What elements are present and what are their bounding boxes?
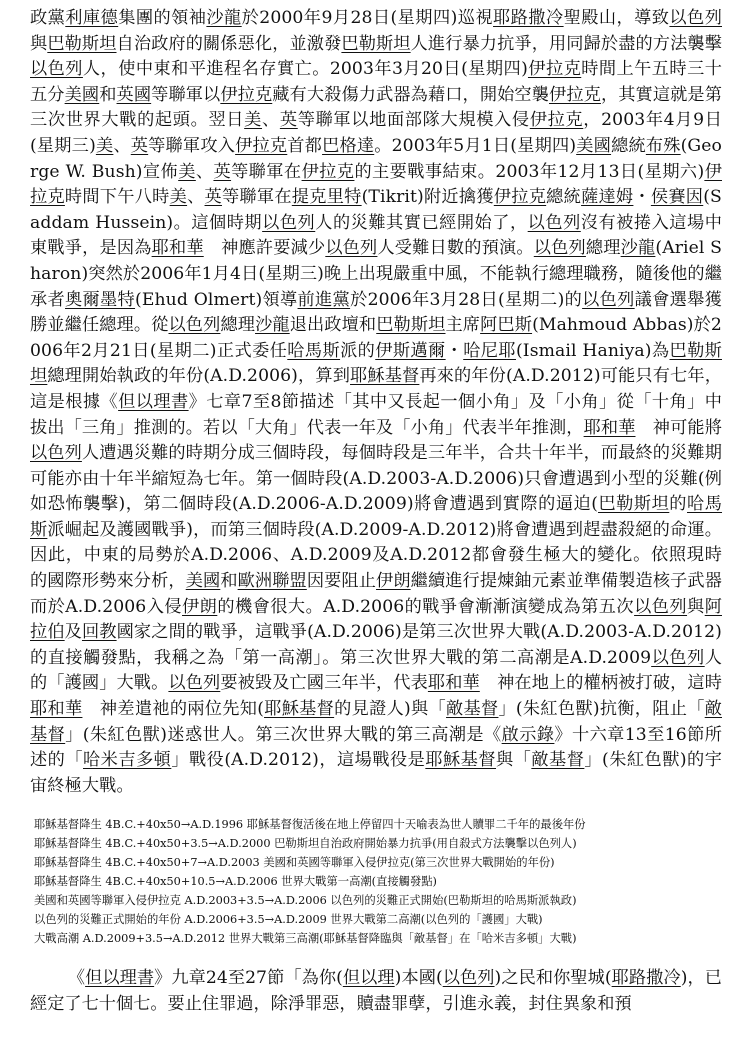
proper-noun-underlined: 伊斯邁爾 xyxy=(375,340,446,361)
text-segment: 等聯軍攻入 xyxy=(148,135,236,156)
text-segment: 總理 xyxy=(585,238,621,259)
proper-noun-underlined: 美國 xyxy=(185,571,221,592)
text-segment: 、 xyxy=(113,135,131,156)
proper-noun-underlined: 美國 xyxy=(64,84,100,105)
proper-noun-underlined: 前進黨 xyxy=(297,289,351,310)
text-segment: (George W. Bush)宣佈 xyxy=(30,135,722,182)
proper-noun-underlined: 耶路撒冷 xyxy=(611,968,681,989)
proper-noun-underlined: 提克里特 xyxy=(291,187,362,208)
proper-noun-underlined: 以色列 xyxy=(325,238,378,259)
text-segment: 國家之間的戰爭，這戰爭(A.D.2006)是第三次世界大戰(A.D.2003-A.D.2012)的直接觸發點，我稱之為「第一高潮」。第三次世界大戰的第二高潮是A.D.2009 xyxy=(30,622,722,668)
text-segment: 等聯軍以地面部隊大規模入侵 xyxy=(297,110,530,131)
text-segment: 等聯軍在 xyxy=(221,187,292,208)
proper-noun-underlined: 沙龍 xyxy=(206,8,242,28)
proper-noun-underlined: 美國 xyxy=(576,135,612,156)
proper-noun-underlined: 耶穌基督 xyxy=(264,699,335,720)
text-segment: 時間上午五時三十五分 xyxy=(30,59,722,105)
proper-noun-underlined: 歐洲聯盟 xyxy=(237,571,307,592)
text-segment: 和 xyxy=(220,571,238,592)
proper-noun-underlined: 伊拉克 xyxy=(30,161,722,208)
text-segment: 藏有大殺傷力武器為藉口，開始空襲 xyxy=(272,84,550,105)
main-paragraph xyxy=(30,6,722,799)
proper-noun-underlined: 英 xyxy=(130,135,149,156)
proper-noun-underlined: 以色列 xyxy=(30,59,83,80)
proper-noun-underlined: 敵基督 xyxy=(531,750,585,771)
proper-noun-underlined: 英國 xyxy=(116,84,152,105)
text-segment: 神應許要減少 xyxy=(203,238,326,259)
proper-noun-underlined: 美 xyxy=(244,110,263,131)
text-segment: 等聯軍在 xyxy=(231,161,302,182)
proper-noun-underlined: 敵基督 xyxy=(446,699,499,720)
proper-noun-underlined: 巴勒斯坦 xyxy=(598,494,670,515)
proper-noun-underlined: 耶穌基督 xyxy=(425,750,497,771)
text-segment: 總統 xyxy=(611,135,646,156)
text-segment: 神可能將 xyxy=(635,417,722,438)
text-segment: ・ xyxy=(633,187,651,208)
text-segment: (Saddam Hussein)。這個時期 xyxy=(30,187,722,233)
text-segment: 等聯軍以 xyxy=(151,84,221,105)
proper-noun-underlined: 以色列 xyxy=(168,315,221,336)
timeline-entry: 耶穌基督降生 4B.C.+40x50+10.5→A.D.2006 世界大戰第一高潮(直接觸發點) xyxy=(34,875,437,889)
proper-noun-underlined: 美 xyxy=(178,161,196,182)
proper-noun-underlined: 美 xyxy=(169,187,188,208)
timeline-entry: 大戰高潮 A.D.2009+3.5→A.D.2012 世界大戰第三高潮(耶穌基督降臨與「敵基督」在「哈米吉多頓」大戰) xyxy=(34,932,577,946)
text-segment: 因要阻止 xyxy=(306,571,377,592)
proper-noun-underlined: 以色列 xyxy=(533,238,586,259)
proper-noun-underlined: 利庫德 xyxy=(65,8,119,28)
proper-noun-underlined: 巴格達 xyxy=(322,135,375,156)
text-segment: ，其實這就是第三次世界大戰的起頭。翌日 xyxy=(30,84,723,131)
proper-noun-underlined: 耶和華 xyxy=(427,673,480,694)
text-segment: ・ xyxy=(445,340,464,361)
proper-noun-underlined: 以色列 xyxy=(651,647,705,668)
text-segment: 《 xyxy=(67,968,86,989)
proper-noun-underlined: 以色列 xyxy=(634,596,688,617)
proper-noun-underlined: 伊拉克 xyxy=(527,59,582,80)
text-segment: 派崛起及護國戰爭)，而第三個時段(A.D.2009-A.D.2012)將會遭遇到趕盡殺絕的命運。因此，中東的局勢於A.D.2006、A.D.2009及A.D.2012都會發生極大的變化。依照現時的國際形勢來分析， xyxy=(30,519,722,592)
proper-noun-underlined: 耶和華 xyxy=(151,238,204,259)
proper-noun-underlined: 耶和華 xyxy=(583,417,636,438)
timeline-entry: 耶穌基督降生 4B.C.+40x50+7→A.D.2003 美國和英國等聯軍入侵伊拉克(第三次世界大戰開始的年份) xyxy=(34,856,555,870)
text-segment: 的見證人)與「 xyxy=(334,699,447,720)
proper-noun-underlined: 英 xyxy=(213,161,232,182)
proper-noun-underlined: 阿巴斯 xyxy=(480,315,533,336)
text-segment: 於2006年3月28日(星期二)的 xyxy=(350,289,583,310)
text-segment: 。2003年5月1日(星期四) xyxy=(374,135,577,156)
text-segment: 》九章24至27節「為你( xyxy=(154,968,343,989)
proper-noun-underlined: 布殊 xyxy=(645,135,681,156)
proper-noun-underlined: 伊拉克 xyxy=(529,110,584,131)
proper-noun-underlined: 耶和華 xyxy=(30,699,83,720)
proper-noun-underlined: 伊拉克 xyxy=(220,84,273,105)
timeline-entry: 耶穌基督降生 4B.C.+40x50→A.D.1996 耶穌基督復活後在地上停留四十天喻表為世人贖罪二千年的最後年份 xyxy=(34,818,586,832)
proper-noun-underlined: 以色列 xyxy=(30,443,82,464)
text-segment: ，2003年4月9日(星期三) xyxy=(30,110,722,156)
text-segment: 、 xyxy=(187,187,205,208)
timeline-entry: 耶穌基督降生 4B.C.+40x50+3.5→A.D.2000 巴勒斯坦自治政府開始暴力抗爭(用自殺式方法襲擊以色列人) xyxy=(34,837,577,851)
proper-noun-underlined: 伊拉克 xyxy=(549,84,601,105)
text-segment: 總理 xyxy=(220,315,256,336)
document-page xyxy=(30,6,722,1018)
text-segment: 人遭遇災難的時期分成三個時段，每個時段是三年半，合共十年半，而最終的災難期可能亦由十年半縮短為七年。第一個時段(A.D.2003-A.D.2006)只會遭遇到小型的災難(例如恐怖襲擊)，第二個時段(A.D.2006-A.D.2009)將會遭遇到實際的逼迫( xyxy=(30,443,722,515)
text-segment: 》七章7至8節描述「其中又長起一個小角」及「小角」從「十角」中拔出「三角」推測的。若以「大角」代表一年及「小角」代表半年推測， xyxy=(30,391,722,438)
proper-noun-underlined: 伊朗 xyxy=(182,596,218,617)
proper-noun-underlined: 以色列 xyxy=(527,212,581,233)
proper-noun-underlined: 奧爾墨特 xyxy=(65,289,136,310)
text-segment: 要被毀及亡國三年半，代表 xyxy=(220,673,428,694)
proper-noun-underlined: 哈馬斯 xyxy=(30,494,723,540)
text-segment: 沒有被捲入這場中東戰爭，是因為 xyxy=(30,212,722,259)
proper-noun-underlined: 以色列 xyxy=(442,968,495,989)
proper-noun-underlined: 敵基督 xyxy=(30,699,722,745)
text-segment: 」(朱紅色獸)的宇宙終極大戰。 xyxy=(30,750,722,796)
text-segment: )之民和你聖城( xyxy=(494,968,612,989)
proper-noun-underlined: 伊拉克 xyxy=(235,135,288,156)
proper-noun-underlined: 哈米吉多頓 xyxy=(83,750,172,771)
text-segment: 人，使中東和平進程名存實亡。2003年3月20日(星期四) xyxy=(82,59,528,80)
text-segment: 神差遣祂的兩位先知( xyxy=(82,699,265,720)
text-segment: 再來的年份(A.D.2012)可能只有七年，這是根據《 xyxy=(30,366,722,412)
proper-noun-underlined: 耶路撒冷 xyxy=(493,8,564,28)
text-segment: 首都 xyxy=(287,135,323,156)
text-segment: 政黨 xyxy=(30,8,66,28)
text-segment: 的 xyxy=(669,494,688,515)
proper-noun-underlined: 侯賽因 xyxy=(650,187,704,208)
text-segment: 與 xyxy=(30,33,48,54)
proper-noun-underlined: 但以理書 xyxy=(85,968,155,989)
text-segment: 總統 xyxy=(546,187,582,208)
timeline-entry: 美國和英國等聯軍入侵伊拉克 A.D.2003+3.5→A.D.2006 以色列的災難正式開始(巴勒斯坦的哈馬斯派執政) xyxy=(34,894,577,908)
proper-noun-underlined: 回教 xyxy=(81,622,117,643)
text-segment: 及 xyxy=(64,622,82,643)
text-segment: 」(朱紅色獸)抗衡，阻止「 xyxy=(498,699,705,720)
proper-noun-underlined: 巴勒斯坦 xyxy=(30,340,722,387)
text-segment: 人的「護國」大戰。 xyxy=(30,647,722,694)
closing-paragraph xyxy=(30,966,722,1017)
text-segment: 人的災難其實已經開始了， xyxy=(315,212,528,233)
text-segment: )本國( xyxy=(394,968,443,989)
text-segment: 退出政壇和 xyxy=(289,315,377,336)
text-segment: (Mahmoud Abbas)於2006年2月21日(星期二)正式委任 xyxy=(30,315,722,361)
text-segment: 神在地上的權柄被打破，這時 xyxy=(479,673,722,694)
text-segment: 於2000年9月28日(星期四)巡視 xyxy=(241,8,494,28)
text-segment: 、 xyxy=(262,110,280,131)
text-segment: 時間下午八時 xyxy=(64,187,170,208)
text-segment: (Ariel Sharon)突然於2006年1月4日(星期三)晚上出現嚴重中風，不能執行總理職務，隨後他的繼承者 xyxy=(30,238,723,310)
proper-noun-underlined: 以色列 xyxy=(168,673,221,694)
proper-noun-underlined: 巴勒斯坦 xyxy=(341,33,411,54)
text-segment: 人受難日數的預演。 xyxy=(377,238,534,259)
proper-noun-underlined: 啟示錄 xyxy=(501,724,555,745)
text-segment: 主席 xyxy=(445,315,481,336)
proper-noun-underlined: 以色列 xyxy=(582,289,635,310)
text-segment: 派的 xyxy=(340,340,376,361)
text-segment: (Tikrit)附近擒獲 xyxy=(361,187,494,208)
proper-noun-underlined: 以色列 xyxy=(262,212,316,233)
text-segment: 、 xyxy=(195,161,214,182)
text-segment: 」(朱紅色獸)迷惑世人。第三次世界大戰的第三高潮是《 xyxy=(65,724,502,745)
proper-noun-underlined: 美 xyxy=(95,135,114,156)
proper-noun-underlined: 伊朗 xyxy=(376,571,411,592)
proper-noun-underlined: 沙龍 xyxy=(620,238,656,259)
text-segment: 總理開始執政的年份(A.D.2006)，算到 xyxy=(47,366,351,387)
proper-noun-underlined: 英 xyxy=(279,110,298,131)
proper-noun-underlined: 哈馬斯 xyxy=(287,340,341,361)
text-segment: 和 xyxy=(99,84,117,105)
proper-noun-underlined: 巴勒斯坦 xyxy=(376,315,446,336)
proper-noun-underlined: 薩達姆 xyxy=(581,187,634,208)
text-segment: 的機會很大。A.D.2006的戰爭會漸漸演變成為第五次 xyxy=(217,596,635,617)
text-segment: 自治政府的關係惡化，並激發 xyxy=(116,33,342,54)
proper-noun-underlined: 巴勒斯坦 xyxy=(47,33,117,54)
text-segment: 」戰役(A.D.2012)，這場戰役是 xyxy=(171,750,426,771)
timeline-list xyxy=(30,815,722,948)
timeline-entry: 以色列的災難正式開始的年份 A.D.2006+3.5→A.D.2009 世界大戰第二高潮(以色列的「護國」大戰) xyxy=(34,913,543,927)
proper-noun-underlined: 但以理 xyxy=(342,968,395,989)
proper-noun-underlined: 哈尼耶 xyxy=(463,340,516,361)
text-segment: 與 xyxy=(687,596,705,617)
text-segment: 議會選舉獲勝並繼任總理。從 xyxy=(30,289,722,336)
proper-noun-underlined: 伊拉克 xyxy=(493,187,547,208)
text-segment: 繼續進行提煉鈾元素並準備製造核子武器而於A.D.2006入侵 xyxy=(30,571,723,617)
proper-noun-underlined: 沙龍 xyxy=(255,315,290,336)
text-segment: 》十六章13至16節所述的「 xyxy=(30,724,722,771)
text-segment: 與「 xyxy=(496,750,532,771)
text-segment: (Ismail Haniya)為 xyxy=(516,340,670,361)
proper-noun-underlined: 英 xyxy=(204,187,222,208)
text-segment: (Ehud Olmert)領導 xyxy=(135,289,298,310)
proper-noun-underlined: 但以理書 xyxy=(118,391,189,412)
proper-noun-underlined: 以色列 xyxy=(669,8,722,28)
text-segment: 聖殿山，導致 xyxy=(563,8,670,28)
text-segment: )，已經定了七十個七。要止住罪過，除淨罪惡，贖盡罪孽，引進永義，封住異象和預 xyxy=(30,968,722,1014)
text-segment: 集團的領袖 xyxy=(118,8,207,28)
proper-noun-underlined: 伊拉克 xyxy=(301,161,355,182)
proper-noun-underlined: 阿拉伯 xyxy=(30,596,722,643)
proper-noun-underlined: 耶穌基督 xyxy=(350,366,420,387)
text-segment: 的主要戰事結束。2003年12月13日(星期六) xyxy=(354,161,705,182)
text-segment: 人進行暴力抗爭，用同歸於盡的方法襲擊 xyxy=(410,33,722,54)
